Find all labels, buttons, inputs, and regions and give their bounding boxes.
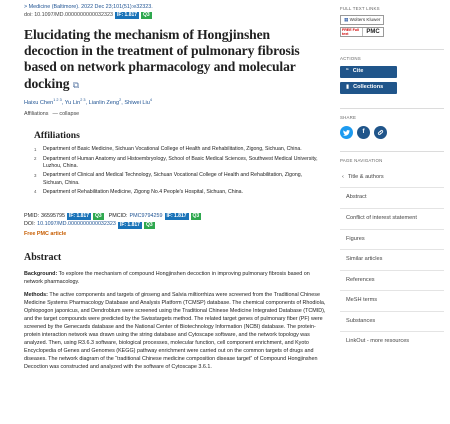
quartile-badge: Q3 [143,12,150,19]
impact-factor-badge: IF: 1.817 [68,213,89,220]
doi-label: DOI: [24,221,36,228]
pmc-logo-label: PMC [362,28,383,36]
share-buttons [340,126,444,139]
cite-label: Cite [352,68,364,75]
author-affil-sup[interactable]: 2 [119,97,122,102]
quote-icon: “ [346,68,349,75]
article-sidebar [340,4,444,352]
copy-icon[interactable]: ⧉ [72,79,80,90]
sidebar-divider [340,108,444,109]
nav-item-substances[interactable]: Substances [340,311,444,332]
affiliations-list [34,146,318,196]
author-affil-sup[interactable]: 4 [149,97,152,102]
page-navigation [340,168,444,352]
author-link[interactable]: Yu Lin [64,99,81,106]
nav-item-title-authors[interactable] [340,168,444,188]
nav-item-linkout[interactable]: LinkOut - more resources [340,331,444,352]
pmcid-label: PMCID: [108,213,128,220]
nav-item-figures[interactable]: Figures [340,229,444,250]
wolters-kluwer-label: Wolters Kluwer [349,16,381,22]
affil-text: Department of Basic Medicine, Sichuan Vocational College of Health and Rehabilitation, Zigong, Sichuan, China. [43,146,302,153]
collections-label: Collections [353,84,384,91]
page-title [24,27,326,92]
abstract-methods [24,291,326,371]
list-item [34,146,318,153]
affil-text: Department of Clinical and Medical Technology, Sichuan Vocational College of Health and Rehabilitation, Zigong, Sichuan, China. [43,172,303,186]
sidebar-divider [340,49,444,50]
nav-item-label: Title & authors [347,173,384,180]
list-item [34,156,318,171]
list-item [34,172,318,187]
pmc-full-text-link[interactable] [340,27,384,37]
collections-button[interactable] [340,82,397,94]
affiliations-panel [24,126,326,205]
nav-item-references[interactable]: References [340,270,444,291]
author-link[interactable]: Shiwei Liu [124,99,150,106]
background-label: Background: [24,270,58,277]
affil-number: 4 [34,189,37,195]
affil-number: 3 [34,172,37,178]
affil-text: Department of Human Anatomy and Histoembryology, School of Basic Medical Sciences, Southwest Medical University, Luzhou, China. [43,155,318,170]
twitter-share-icon[interactable] [340,126,353,139]
list-item [34,189,318,196]
impact-factor-badge: IF: 1.817 [166,213,187,220]
affiliations-toggle-label: Affiliations [24,111,49,118]
abstract-background [24,270,326,286]
doi-link[interactable]: 10.1097/MD.0000000000032323 [37,221,116,228]
pmid-value: 36595795 [40,213,65,220]
bookmark-icon: ▮ [346,84,350,91]
nav-item-conflict-of-interest[interactable]: Conflict of interest statement [340,208,444,229]
journal-citation-link[interactable]: > Medicine (Baltimore). 2022 Dec 23;101(51):e32323. [24,4,153,10]
quartile-badge: Q3 [94,213,102,220]
impact-factor-badge: IF: 1.817 [119,221,140,228]
free-pmc-article-badge: Free PMC article [24,230,67,237]
pmid-row [24,213,326,220]
methods-text: The active components and targets of ginseng and Salvia miltiorrhiza were screened from the Traditional Chinese Medicine Systems Pharmacology Database and Analysis Platform (TCMSP) database. The chemical components of Rhodiola, Ophiopogon japonicus, and Dendrobium were screened using the Traditional Chinese Medicine Integrated Database (TCMID), and the target compounds were predicted by the Swisstargets method. The related target genes of pulmonary fiber (PF) were screened by the Genecards database and the National Center of Biotechnology Information (NCBI) database. The protein-protein interaction network was drawn using the string database and Cytoscape software, and the network topology was analyzed. Then, using R3.6.3 software, biological processes, molecular function, cell component enrichment, and Kyoto Encyclopedia of Genes and Genomes (KEGG) pathway enrichment were carried out on the common targets of drugs and diseases. The network diagram of the “traditional Chinese medicine composition disease target” of Compound Hongjinshen Decoction was constructed and analyzed with the software of Cytoscape 3.6.1. [24,291,326,370]
author-link[interactable]: Lianlin Zeng [88,99,120,106]
citation-doi-row [24,12,326,19]
affil-text: Department of Rehabilitation Medicine, Zigong No.4 People's Hospital, Sichuan, China. [43,188,243,195]
pmcid-link[interactable]: PMC9794259 [129,213,163,220]
collapse-link[interactable]: — collapse [52,111,80,118]
pmc-free-full-text-label: FREE Full text [341,28,362,36]
quartile-badge: Q3 [192,213,200,220]
methods-label: Methods: [24,291,48,298]
impact-factor-badge: IF: 1.817 [117,12,138,19]
wolters-kluwer-logo-icon: ▦ [344,16,349,22]
affiliations-heading: Affiliations [34,129,80,141]
share-label: SHARE [340,115,357,121]
background-text: To explore the mechanism of compound Hongjinshen decoction in improving pulmonary fibrosis based on network pharmacology. [24,270,310,285]
affiliations-toggle[interactable] [24,111,326,118]
author-affil-sup[interactable]: 1 2 3 [53,97,62,102]
article-title-text: Elucidating the mechanism of Hongjinshen decoction in the treatment of pulmonary fibrosis based on network pharmacology and molecular docking [24,26,300,91]
wolters-kluwer-link[interactable] [340,15,384,25]
affil-number: 2 [34,156,37,162]
pmid-label: PMID: [24,213,39,220]
abstract-heading: Abstract [24,252,62,264]
sidebar-divider [340,151,444,152]
page-navigation-label: PAGE NAVIGATION [340,158,383,163]
actions-label: ACTIONS [340,56,361,62]
article-main [24,4,326,371]
cite-button[interactable] [340,66,397,78]
doi-row [24,221,326,228]
author-affil-sup[interactable]: 2 3 [80,97,86,102]
link-share-icon[interactable] [374,126,387,139]
nav-item-mesh-terms[interactable]: MeSH terms [340,290,444,311]
facebook-share-icon[interactable]: f [357,126,370,139]
nav-item-similar-articles[interactable]: Similar articles [340,249,444,270]
chevron-left-icon: ‹ [342,173,344,180]
affil-number: 1 [34,146,37,152]
quartile-badge: Q3 [145,221,153,228]
author-list: Haixu Chen$^{1 2 3}$, Yu Lin$^{2 3}$, Lianlin Zeng$^2$, Shiwei Liu$^4$ [24,97,152,106]
full-text-links-label: FULL TEXT LINKS [340,6,380,11]
nav-item-abstract[interactable]: Abstract [340,187,444,208]
citation-doi: doi: 10.1097/MD.0000000000032323 [24,12,114,19]
article-identifiers [24,213,326,238]
author-link[interactable]: Haixu Chen [24,99,54,106]
